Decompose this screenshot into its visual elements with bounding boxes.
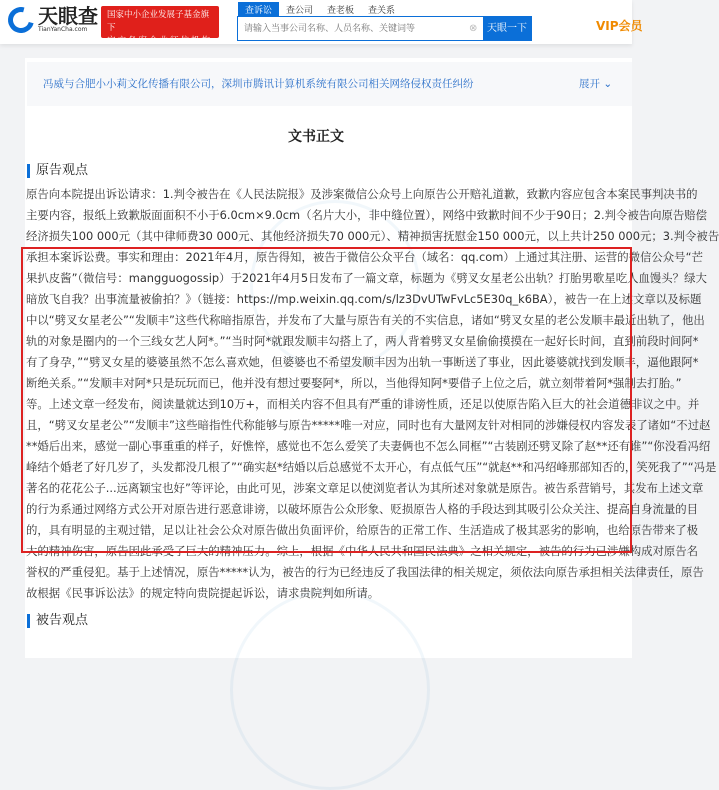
paragraph-line: 的，具有明显的主观过错，足以让社会公众对原告做出负面评价，给原告的正常工作、生活造成了极其恶劣的影响，也给原告带来了极 bbox=[26, 523, 699, 537]
paragraph-line: 的行为系通过网络方式公开对原告进行恶意诽谤，以破坏原告公众形象、贬损原告人格的手段达到其吸引公众关注、提高自身流量的目 bbox=[26, 502, 699, 516]
search-box bbox=[237, 16, 532, 41]
plaintiff-paragraph bbox=[26, 184, 719, 604]
tab-boss[interactable]: 查老板 bbox=[327, 6, 355, 16]
logo-domain: TianYanCha.com bbox=[38, 26, 88, 33]
clear-icon[interactable]: ⊗ bbox=[469, 23, 478, 34]
badge-line-2: 官方备案企业征信机构 bbox=[107, 36, 213, 46]
expand-label: 展开 bbox=[579, 78, 600, 90]
paragraph-line: 主要内容，报纸上致歉版面面积不小于6.0cm×9.0cm（名片大小，非中缝位置），网络中致歉时间不少于90日；2.判令被告向原告赔偿 bbox=[26, 208, 708, 222]
search-tabs bbox=[238, 2, 402, 17]
paragraph-line: 且，“劈叉女星老公”“发顺丰”这些暗指性代称能够与原告*****唯一对应，同时也有大量网友针对相同的涉嫌侵权内容发表了诸如“不过赵 bbox=[26, 418, 711, 432]
top-header bbox=[0, 0, 643, 46]
paragraph-line: 承担本案诉讼费。事实和理由：2021年4月，原告得知，被告于微信公众平台（域名：qq.com）上通过其注册、运营的微信公众号“芒 bbox=[26, 250, 703, 264]
case-title-link[interactable]: 冯威与合肥小小莉文化传播有限公司，深圳市腾讯计算机系统有限公司相关网络侵权责任纠纷 bbox=[43, 78, 474, 90]
logo-icon bbox=[3, 2, 39, 38]
paragraph-line: 等。上述文章一经发布，阅读量就达到10万+，而相关内容不但具有严重的诽谤性质，还足以使原告陷入巨大的社会道德非议之中。并 bbox=[26, 397, 700, 411]
tab-lawsuit[interactable]: 查诉讼 bbox=[238, 2, 279, 17]
search-input[interactable] bbox=[238, 17, 469, 40]
tianyancha-logo[interactable] bbox=[8, 6, 98, 33]
paragraph-line: 断绝关系。”“发顺丰对阿*只是玩玩而已，他并没有想过要娶阿*，所以，当他得知阿*要借子上位之后，就立刻带着阿*强制去打胎。” bbox=[26, 376, 682, 390]
paragraph-line: 轨的对象是圈内的一个三线女艺人阿*。”“当时阿*就跟发顺丰勾搭上了，两人背着劈叉女星偷偷摸摸在一起好长时间，直到前段时间阿* bbox=[26, 334, 699, 348]
paragraph-line: 著名的花花公子...远离颖宝也好”等评论，由此可见，涉案文章足以使浏览者认为其所述对象就是原告。被告系营销号，其发布上述文章 bbox=[26, 481, 704, 495]
official-badge bbox=[101, 6, 219, 46]
paragraph-line: 有了身孕，”“劈叉女星的婆婆虽然不怎么喜欢她，但婆婆也不希望发顺丰因为出轨一事断送了事业，因此婆婆就找到发顺丰，逼他跟阿* bbox=[26, 355, 699, 369]
plaintiff-heading: 原告观点 bbox=[27, 164, 88, 178]
badge-line-1: 国家中小企业发展子基金旗下 bbox=[107, 10, 210, 33]
case-header bbox=[27, 62, 632, 106]
search-button[interactable]: 天眼一下 bbox=[483, 17, 531, 40]
defendant-heading: 被告观点 bbox=[27, 614, 88, 628]
paragraph-line: **婚后出来，感觉一副心事重重的样子，好憔悴，感觉也不怎么爱笑了夫妻俩也不怎么同框”“古装剧还劈叉除了赵**还有谁”“你没看冯绍 bbox=[26, 439, 711, 453]
expand-button[interactable] bbox=[579, 76, 612, 91]
paragraph-line: 果扒皮酱”（微信号：mangguogossip）于2021年4月5日发布了一篇文章，标题为《劈叉女星老公出轨？打胎男歌星吃人血馒头？绿大 bbox=[26, 271, 707, 285]
paragraph-line: 大的精神伤害，原告因此承受了巨大的精神压力。综上，根据《中华人民共和国民法典》之相关规定，被告的行为已涉嫌构成对原告名 bbox=[26, 544, 699, 558]
vip-link[interactable]: VIP会员 bbox=[596, 19, 643, 33]
paragraph-line: 暗放飞自我？出事流量被偷拍？》（链接：https://mp.weixin.qq.com/s/lz3DvUTwFvLc5E30q_k6BA），被告一在上述文章以及标题 bbox=[26, 292, 702, 306]
chevron-down-icon: ⌄ bbox=[603, 78, 613, 90]
paragraph-line: 故根据《民事诉讼法》的规定特向贵院提起诉讼，请求贵院判如所请。 bbox=[26, 586, 380, 600]
document-title: 文书正文 bbox=[288, 129, 344, 145]
tab-relation[interactable]: 查关系 bbox=[368, 6, 396, 16]
paragraph-line: 经济损失100 000元（其中律师费30 000元、其他经济损失70 000元）、精神损害抚慰金150 000元，以上共计250 000元；3.判令被告 bbox=[26, 229, 719, 243]
paragraph-line: 峰结个婚老了好几岁了，头发都没几根了”“确实赵*结婚以后总感觉不太开心，有点低气压”“就赵**和冯绍峰那部知否的，笑死我了”“冯是 bbox=[26, 460, 717, 474]
tab-company[interactable]: 查公司 bbox=[286, 6, 314, 16]
watermark-seal-icon bbox=[230, 590, 430, 790]
paragraph-line: 原告向本院提出诉讼请求：1.判令被告在《人民法院报》及涉案微信公众号上向原告公开赔礼道歉，致歉内容应包含本案民事判决书的 bbox=[26, 187, 698, 201]
logo-name: 天眼查 bbox=[38, 4, 98, 28]
paragraph-line: 誉权的严重侵犯。基于上述情况，原告*****认为，被告的行为已经违反了我国法律的相关规定，须依法向原告承担相关法律责任，原告 bbox=[26, 565, 704, 579]
paragraph-line: 中以“劈叉女星老公”“发顺丰”这些代称暗指原告，并发布了大量与原告有关的不实信息，诸如“劈叉女星的老公发顺丰最近出轨了，他出 bbox=[26, 313, 705, 327]
